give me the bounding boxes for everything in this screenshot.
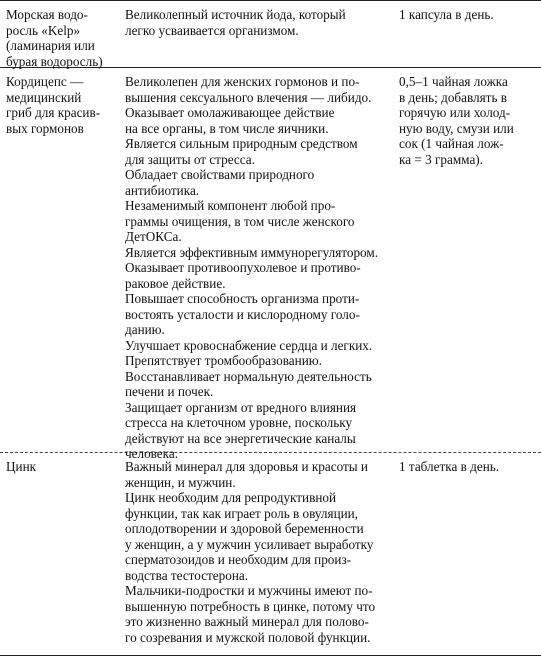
text-line: Улучшает кровоснабжение сердца и легких. [125, 337, 373, 353]
text-line: стресса на клеточном уровне, поскольку [125, 415, 353, 430]
text-line: оплодотворении и здоровой беременности [125, 521, 364, 536]
text-line: данию. [125, 322, 165, 337]
text-line: это жизненно важный минерал для полово- [125, 614, 369, 629]
text-line: вых гормонов [6, 120, 84, 136]
text-line: Восстанавливает нормальную деятельность [125, 368, 372, 384]
text-line: Великолепен для женских гормонов и по- [125, 74, 360, 89]
text-line: у женщин, а у мужчин усиливает выработку [125, 536, 374, 552]
supplement-dosage [399, 74, 535, 167]
text-line: антибиотика. [125, 182, 200, 198]
text-line: раковое действие. [125, 275, 226, 291]
text-line: го созревания и мужской половой функции. [125, 629, 371, 645]
text-line: водства тестостерона. [125, 567, 249, 583]
supplement-name [6, 459, 118, 475]
text-line: сок (1 чайная лож- [399, 136, 504, 151]
text-line: 0,5–1 чайная ложка [399, 74, 508, 89]
supplement-description [125, 74, 391, 462]
text-line: Является сильным природным средством [125, 136, 358, 151]
text-line: Повышает способность организма проти- [125, 291, 360, 306]
text-line: Цинк [6, 459, 37, 474]
text-line: гриб для красив- [6, 105, 101, 120]
supplement-description [125, 459, 391, 645]
text-line: действуют на все энергетические каналы [125, 430, 356, 446]
text-line: Цинк необходим для репродуктивной [125, 490, 337, 505]
text-line: Препятствует тромбообразованию. [125, 353, 322, 368]
text-line: Морская водо- [6, 7, 88, 22]
table-row [0, 453, 541, 656]
text-line: вышенную потребность в цинке, потому что [125, 598, 376, 614]
supplement-description [125, 7, 391, 38]
supplement-dosage [399, 7, 535, 23]
table-row [0, 1, 541, 68]
text-line: вышения сексуального влечения — либидо. [125, 89, 372, 105]
text-line: в день; добавлять в [399, 89, 507, 105]
text-line: Защищает организм от вредного влияния [125, 399, 357, 415]
text-line: человека. [125, 446, 179, 461]
table-row [0, 68, 541, 461]
text-line: Является эффективным иммунорегулятором. [125, 244, 379, 260]
text-line: печени и почек. [125, 384, 214, 399]
text-line: на все органы, в том числе яичники. [125, 120, 329, 136]
text-line: Великолепный источник йода, который [125, 7, 346, 22]
text-line: граммы очищения, в том числе женского [125, 213, 355, 229]
text-line: Оказывает противоопухолевое и противо- [125, 260, 361, 275]
text-line: Кордицепс — [6, 74, 84, 89]
text-line: легко усваивается организмом. [125, 22, 299, 38]
text-line: ка = 3 грамма). [399, 151, 483, 167]
text-line: для защиты от стресса. [125, 151, 255, 167]
text-line: Обладает свойствами природного [125, 167, 315, 182]
text-line: Мальчики-подростки и мужчины имеют по- [125, 583, 373, 598]
text-line: сперматозоидов и необходим для произ- [125, 552, 352, 567]
text-line: ную воду, смузи или [399, 120, 514, 136]
text-line: (ламинария или [6, 38, 95, 53]
text-line: горячую или холод- [399, 105, 511, 120]
text-line: Оказывает омолаживающее действие [125, 105, 335, 120]
text-line: женщин, и мужчин. [125, 474, 236, 490]
text-line: Важный минерал для здоровья и красоты и [125, 459, 368, 474]
text-line: 1 капсула в день. [399, 7, 494, 22]
text-line: медицинский [6, 89, 82, 105]
text-line: функции, так как играет роль в овуляции, [125, 505, 359, 521]
text-line: ДетОКСа. [125, 229, 182, 244]
text-line: Незаменимый компонент любой про- [125, 198, 336, 213]
text-line: востоять усталости и кислородному голо- [125, 306, 360, 322]
text-line: росль «Kelp» [6, 22, 81, 38]
supplement-dosage [399, 459, 535, 475]
text-line: бурая водоросль) [6, 53, 103, 69]
supplement-name [6, 7, 118, 69]
text-line: 1 таблетка в день. [399, 459, 500, 474]
supplement-name [6, 74, 118, 136]
